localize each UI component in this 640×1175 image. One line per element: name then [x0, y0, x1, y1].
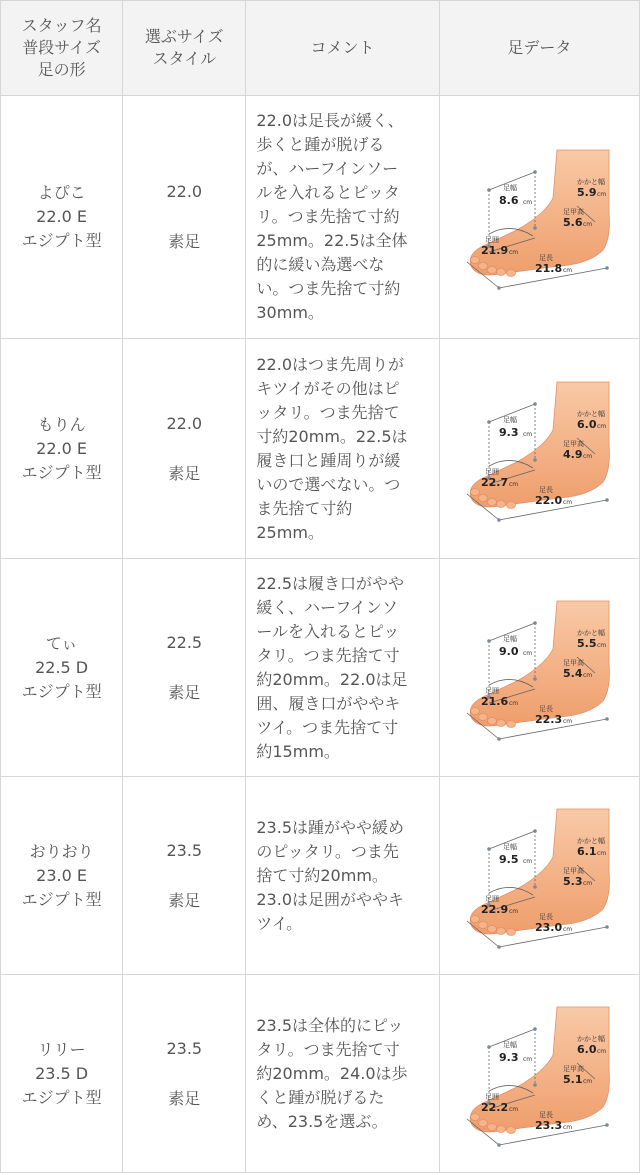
header-size: [123, 1, 246, 96]
instep-label: 足甲高: [563, 866, 585, 875]
unit-label: cm: [563, 498, 573, 506]
staff-name: てぃ: [45, 633, 78, 653]
comment-line: い。つま先捨て寸約: [256, 279, 401, 298]
header-size-line: 選ぶサイズ: [144, 27, 224, 46]
foot-shape: エジプト型: [21, 681, 102, 701]
measure-point: [534, 170, 538, 174]
comment-line: ルを入れるとピッタ: [256, 183, 400, 202]
staff-name: おりおり: [29, 841, 94, 861]
table-row: [1, 96, 640, 339]
unit-label: cm: [583, 879, 593, 887]
comment-line: 23.5は踵がやや緩め: [256, 817, 405, 837]
toe-shape: [497, 500, 506, 507]
comment-line: ま先捨て寸約: [256, 498, 353, 518]
measure-point: [498, 945, 502, 949]
length-label: 足長: [539, 485, 554, 494]
comment-line: 履き口と踵周りが緩: [256, 450, 401, 470]
measure-point: [606, 717, 610, 721]
comment-line: くと踵が脱げるた: [256, 1087, 385, 1107]
comment-line: 囲、履き口がややキ: [256, 693, 401, 713]
girth-value: 22.9: [481, 902, 509, 916]
staff-cell: [1, 339, 123, 559]
unit-label: cm: [509, 699, 519, 707]
unit-label: cm: [597, 849, 607, 857]
comment-line: 約20mm。22.0は足: [256, 669, 408, 689]
toe-shape: [471, 257, 480, 264]
girth-label: 足囲: [485, 894, 500, 903]
length-value: 23.3: [535, 1118, 563, 1132]
toe-shape: [479, 921, 488, 928]
foot-width-value: 9.5: [499, 852, 519, 866]
unit-label: cm: [563, 717, 573, 725]
comment-line: 約20mm。24.0は歩: [256, 1063, 408, 1083]
measure-point: [498, 518, 502, 522]
comment-line: 22.0は足長が緩く、: [256, 111, 404, 130]
toe-shape: [497, 1125, 506, 1132]
foot-shape: エジプト型: [21, 1087, 102, 1107]
length-label: 足長: [539, 704, 554, 713]
instep-value: 5.1: [563, 1072, 583, 1086]
toe-shape: [471, 1113, 480, 1120]
toe-shape: [507, 270, 516, 277]
foot-diagram: [459, 142, 619, 292]
foot-data-cell: [439, 777, 639, 975]
instep-value: 5.3: [563, 874, 583, 888]
girth-value: 21.6: [481, 694, 509, 708]
staff-cell: [1, 559, 123, 777]
unit-label: cm: [563, 267, 573, 274]
unit-label: cm: [597, 641, 607, 649]
measure-point: [488, 847, 492, 851]
measure-point: [534, 226, 538, 230]
chosen-size: 22.5: [166, 632, 203, 652]
foot-data-cell: [439, 559, 639, 777]
heel-width-label: かかと幅: [577, 1034, 606, 1043]
measure-point: [534, 885, 538, 889]
comment-cell: [246, 975, 439, 1173]
measure-point: [498, 286, 502, 290]
unit-label: cm: [523, 649, 533, 657]
wear-style: 素足: [168, 1088, 201, 1108]
size-cell: [123, 339, 246, 559]
foot-width-label: 足幅: [503, 415, 518, 424]
heel-width-value: 6.1: [577, 844, 597, 858]
measure-point: [606, 498, 610, 502]
foot-data-cell: [439, 96, 639, 339]
toe-shape: [507, 501, 516, 508]
chosen-size: 22.0: [166, 413, 203, 433]
comment-line: 緩く、ハーフインソ: [256, 597, 398, 617]
foot-data-cell: [439, 339, 639, 559]
measure-point: [534, 458, 538, 462]
foot-width-value: 9.0: [499, 644, 519, 658]
comment-line: 捨て寸約20mm。: [256, 865, 388, 885]
chosen-size: 23.5: [166, 1038, 203, 1058]
unit-label: cm: [509, 1105, 519, 1113]
foot-shape: エジプト型: [21, 231, 102, 250]
unit-label: cm: [509, 480, 519, 488]
heel-width-label: かかと幅: [577, 836, 606, 845]
table-row: [1, 559, 640, 777]
foot-width-value: 9.3: [499, 1050, 519, 1064]
unit-label: cm: [583, 671, 593, 679]
toe-shape: [488, 1123, 497, 1130]
measure-point: [606, 925, 610, 929]
measure-point: [498, 1143, 502, 1147]
measure-point: [534, 402, 538, 406]
measure-point: [534, 1027, 538, 1031]
usual-size: 22.0 E: [36, 207, 87, 226]
length-value: 23.0: [535, 920, 563, 934]
comment-line: ッタリ。つま先捨て: [256, 402, 400, 422]
comment-line: 22.5は履き口がやや: [256, 573, 405, 593]
instep-label: 足甲高: [563, 439, 585, 448]
usual-size: 22.5 D: [35, 657, 89, 677]
staff-cell: [1, 96, 123, 339]
toe-shape: [488, 925, 497, 932]
instep-label: 足甲高: [563, 1064, 585, 1073]
header-staff: [1, 1, 123, 96]
comment-line: 約15mm。: [256, 741, 340, 761]
foot-diagram: [459, 593, 619, 743]
toe-shape: [471, 915, 480, 922]
wear-style: 素足: [168, 890, 201, 910]
comment-line: ツイ。つま先捨て寸: [256, 717, 399, 737]
toe-shape: [497, 927, 506, 934]
comment-cell: [246, 777, 439, 975]
size-cell: [123, 96, 246, 339]
comment-line: キツイがその他はピ: [256, 378, 400, 398]
comment-line: が、ハーフインソー: [256, 159, 399, 178]
toe-shape: [507, 1126, 516, 1133]
comment-line: タリ。つま先捨て寸: [256, 1039, 400, 1059]
length-label: 足長: [539, 1110, 554, 1119]
comment-cell: [246, 559, 439, 777]
girth-label: 足囲: [485, 236, 500, 244]
toe-shape: [497, 269, 506, 276]
length-value: 22.3: [535, 712, 563, 726]
foot-shape: エジプト型: [21, 889, 102, 909]
header-staff-line: 足の形: [37, 60, 86, 79]
toe-shape: [479, 1119, 488, 1126]
unit-label: cm: [583, 452, 593, 460]
comment-line: ールを入れるとピッ: [256, 621, 400, 641]
staff-cell: [1, 777, 123, 975]
foot-data-cell: [439, 975, 639, 1173]
foot-width-label: 足幅: [503, 634, 518, 643]
foot-diagram: [459, 801, 619, 951]
instep-label: 足甲高: [563, 658, 585, 667]
spacer: [123, 436, 245, 462]
girth-label: 足囲: [485, 467, 500, 476]
instep-value: 5.6: [563, 216, 583, 229]
usual-size: 23.5 D: [35, 1063, 89, 1083]
toe-shape: [479, 263, 488, 270]
measure-point: [488, 1045, 492, 1049]
toe-shape: [471, 707, 480, 714]
foot-width-value: 8.6: [499, 194, 519, 207]
foot-diagram: [459, 374, 619, 524]
heel-width-value: 5.9: [577, 186, 597, 199]
heel-width-label: かかと幅: [577, 409, 606, 418]
comment-line: 22.0はつま先周りが: [256, 354, 405, 374]
comment-line: ツイ。: [256, 913, 303, 933]
unit-label: cm: [523, 1055, 533, 1063]
comment-line: 25mm。: [256, 522, 324, 542]
spacer: [123, 1061, 245, 1087]
measure-point: [606, 1123, 610, 1127]
measure-point: [606, 266, 610, 270]
usual-size: 23.0 E: [36, 865, 87, 885]
comment-line: 23.0は足囲がややキ: [256, 889, 405, 909]
staff-name: もりん: [37, 414, 86, 434]
heel-width-label: かかと幅: [577, 178, 606, 186]
foot-width-label: 足幅: [503, 184, 518, 192]
chosen-size: 22.0: [166, 182, 203, 201]
measure-point: [488, 420, 492, 424]
heel-width-value: 6.0: [577, 417, 597, 431]
staff-name: よぴこ: [37, 183, 86, 202]
comment-line: 歩くと踵が脱げる: [256, 135, 385, 154]
toe-shape: [488, 267, 497, 274]
girth-value: 22.7: [481, 475, 509, 489]
header-comment: コメント: [246, 1, 439, 96]
unit-label: cm: [597, 422, 607, 430]
unit-label: cm: [523, 199, 533, 206]
header-size-line: スタイル: [152, 49, 217, 68]
length-label: 足長: [539, 254, 554, 262]
toe-shape: [471, 488, 480, 495]
unit-label: cm: [563, 1123, 573, 1131]
toe-shape: [479, 713, 488, 720]
unit-label: cm: [583, 221, 593, 228]
foot-width-label: 足幅: [503, 842, 518, 851]
toe-shape: [507, 720, 516, 727]
unit-label: cm: [583, 1077, 593, 1085]
staff-cell: [1, 975, 123, 1173]
wear-style: 素足: [168, 232, 201, 251]
comment-line: のピッタリ。つま先: [256, 841, 399, 861]
measure-point: [534, 621, 538, 625]
measure-point: [534, 829, 538, 833]
unit-label: cm: [597, 1047, 607, 1055]
comment-line: 的に緩い為選べな: [256, 255, 385, 274]
instep-value: 4.9: [563, 447, 583, 461]
girth-label: 足囲: [485, 1092, 500, 1101]
unit-label: cm: [509, 907, 519, 915]
size-cell: [123, 777, 246, 975]
comment-line: タリ。つま先捨て寸: [256, 645, 400, 665]
comment-line: 寸約20mm。22.5は: [256, 426, 408, 446]
table-row: [1, 339, 640, 559]
unit-label: cm: [563, 925, 573, 933]
measure-point: [498, 737, 502, 741]
length-value: 21.8: [535, 262, 563, 275]
unit-label: cm: [523, 430, 533, 438]
heel-width-value: 5.5: [577, 636, 597, 650]
comment-line: 23.5は全体的にピッ: [256, 1015, 404, 1035]
comment-line: 30mm。: [256, 303, 324, 322]
comment-line: いので選べない。つ: [256, 474, 401, 494]
header-staff-line: スタッフ名: [21, 16, 102, 35]
usual-size: 22.0 E: [36, 438, 87, 458]
instep-value: 5.4: [563, 666, 583, 680]
heel-width-label: かかと幅: [577, 628, 606, 637]
spacer: [123, 204, 245, 230]
header-staff-line: 普段サイズ: [22, 38, 101, 57]
length-label: 足長: [539, 912, 554, 921]
measure-point: [534, 677, 538, 681]
toe-shape: [497, 719, 506, 726]
girth-value: 21.9: [481, 244, 509, 257]
chosen-size: 23.5: [166, 840, 203, 860]
foot-width-value: 9.3: [499, 425, 519, 439]
foot-shape: エジプト型: [21, 462, 102, 482]
foot-diagram: [459, 999, 619, 1149]
toe-shape: [507, 928, 516, 935]
header-foot: 足データ: [439, 1, 639, 96]
size-cell: [123, 975, 246, 1173]
girth-label: 足囲: [485, 686, 500, 695]
unit-label: cm: [523, 857, 533, 865]
length-value: 22.0: [535, 493, 563, 507]
comment-line: リ。つま先捨て寸約: [256, 207, 400, 226]
table-row: [1, 777, 640, 975]
table-row: [1, 975, 640, 1173]
comment-cell: [246, 339, 439, 559]
unit-label: cm: [509, 249, 519, 256]
heel-width-value: 6.0: [577, 1042, 597, 1056]
toe-shape: [488, 498, 497, 505]
spacer: [123, 863, 245, 889]
foot-width-label: 足幅: [503, 1040, 518, 1049]
girth-value: 22.2: [481, 1100, 509, 1114]
instep-label: 足甲高: [563, 208, 585, 216]
size-cell: [123, 559, 246, 777]
measure-point: [488, 639, 492, 643]
toe-shape: [488, 717, 497, 724]
toe-shape: [479, 494, 488, 501]
measure-point: [488, 188, 492, 192]
comment-line: 25mm。22.5は全体: [256, 231, 408, 250]
spacer: [123, 655, 245, 681]
unit-label: cm: [597, 191, 607, 198]
comment-line: め、23.5を選ぶ。: [256, 1111, 388, 1131]
staff-name: リリー: [37, 1039, 86, 1059]
comment-cell: [246, 96, 439, 339]
wear-style: 素足: [168, 463, 201, 483]
wear-style: 素足: [168, 682, 201, 702]
header-row: [1, 1, 640, 96]
measure-point: [534, 1083, 538, 1087]
